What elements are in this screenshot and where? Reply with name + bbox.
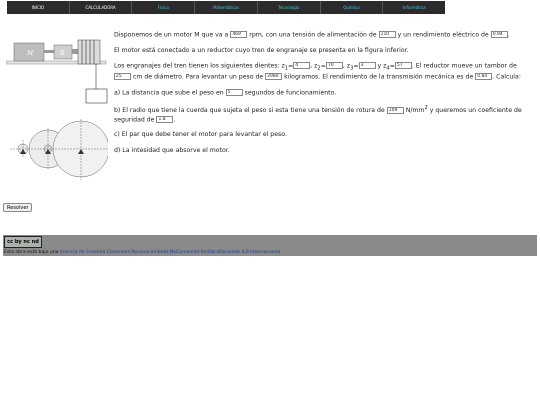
license-link[interactable]: licencia de Creative Commons Reconocimiento-NoComercial-SinObraDerivada 4.0 Internacional (59, 250, 281, 255)
text: . El reductor mueve un tambor de (411, 62, 517, 70)
z4-input[interactable] (395, 62, 412, 69)
text: . (173, 116, 176, 124)
text: y queremos un coeficiente de seguridad de (114, 107, 522, 124)
mechanical-efficiency-input[interactable] (475, 73, 492, 80)
paragraph-motor (114, 31, 530, 40)
text: Los engranajes del tren tienen los siguientes dientes: z (114, 62, 285, 70)
text: . (507, 31, 510, 39)
nav-fisica[interactable]: Física (132, 1, 195, 14)
sub: 2 (317, 65, 321, 72)
voltage-input[interactable] (379, 31, 396, 38)
stress-input[interactable] (387, 107, 404, 114)
shaft (44, 50, 54, 53)
electric-efficiency-input[interactable] (491, 31, 508, 38)
time-input[interactable] (226, 89, 243, 96)
paragraph-gears: Los engranajes del tren tienen los siguientes dientes: $z_1= 4$ , $z_2= 70$ , $z_3= 3$ y $z_4= 57$ . El reductor mueve un tambor de 25 cm de diámetro. Para levantar un peso de 2980 kilogramos. El rendimiento de la transmisión mecánica es de 0.84 . Calcula: (114, 62, 530, 82)
motor-label: M (27, 50, 34, 57)
question-b (114, 104, 530, 125)
drum-diameter-input[interactable] (114, 73, 131, 80)
z1-input[interactable] (293, 62, 310, 69)
text: cm de diámetro. Para levantar un peso de (132, 73, 264, 81)
text: kilogramos. El rendimiento de la transmisión mecánica es de (284, 73, 474, 81)
question-a (114, 89, 530, 98)
weight-input[interactable] (265, 73, 282, 80)
z3-input[interactable] (359, 62, 376, 69)
text: Esta obra está bajo una (4, 250, 59, 255)
nav-quimica[interactable]: Química (321, 1, 384, 14)
drum (78, 40, 100, 64)
reducer-label: R (60, 50, 65, 57)
nav-tecnologia[interactable]: Tecnología (258, 1, 321, 14)
text: a) La distancia que sube el peso en (114, 89, 224, 97)
text: Disponemos de un motor M que va a (114, 31, 229, 39)
nav-matematicas[interactable]: Matemáticas (195, 1, 258, 14)
license-text (4, 250, 280, 255)
top-nav (7, 1, 445, 14)
footer (3, 235, 537, 256)
text: b) El radio que tiene la cuerda que sujeta el peso si esta tiene una tensión de rotura de (114, 107, 385, 115)
weight-box (86, 89, 107, 103)
sub: 4 (386, 65, 390, 72)
sub: 3 (350, 65, 354, 72)
gear-train-diagram (10, 118, 108, 184)
safety-factor-input[interactable] (156, 116, 176, 124)
text: y un rendimiento eléctrico de (397, 31, 489, 39)
z2-input[interactable] (326, 62, 343, 69)
problem-statement (114, 31, 530, 162)
nav-inicio[interactable]: INICIO (7, 1, 70, 14)
resolver-button[interactable]: Resolver (3, 203, 32, 212)
question-d: d) La intesidad que absorve el motor. (114, 146, 230, 154)
coupling (72, 49, 78, 54)
text: . Calcula: (492, 73, 521, 81)
nav-calculadora[interactable]: CALCULADORA (70, 1, 133, 14)
motor-drum-diagram (6, 37, 110, 107)
sub: 1 (284, 65, 289, 72)
text: segundos de funcionamiento. (244, 89, 337, 97)
paragraph-reducer: El motor está conectado a un reductor cuyo tren de engranaje se presenta en la figura inferior. (114, 46, 409, 54)
question-c: c) El par que debe tener el motor para levantar el peso. (114, 131, 287, 139)
rpm-input[interactable] (230, 31, 247, 38)
sup: 2 (424, 105, 428, 112)
text: N/mm (405, 107, 425, 115)
cc-license-badge[interactable]: cc by nc nd (4, 236, 42, 248)
nav-informatica[interactable]: Informática (402, 5, 426, 10)
text: rpm, con una tensión de alimentación de (249, 31, 377, 39)
